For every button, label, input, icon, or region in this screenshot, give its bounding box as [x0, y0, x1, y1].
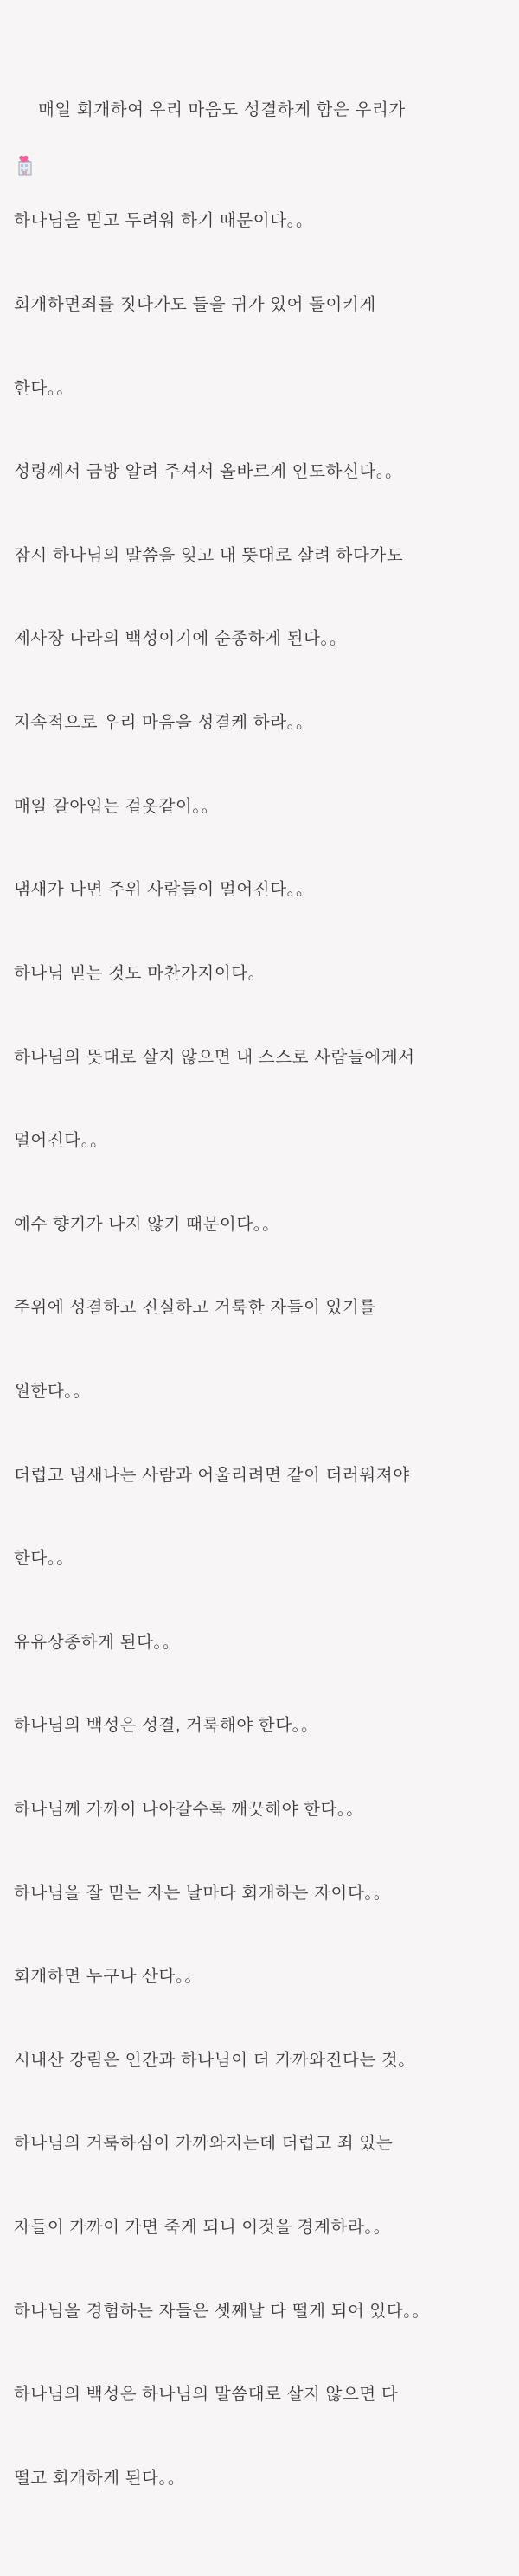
text-line: 떨고 회개하게 된다。。 — [14, 2468, 185, 2488]
text-line — [14, 96, 505, 124]
text-line: 회개하면죄를 짓다가도 들을 귀가 있어 돌이키게 — [14, 295, 376, 315]
love-hotel-icon — [14, 99, 36, 121]
text-line: 하나님께 가까이 나아갈수록 깨끗해야 한다。。 — [14, 1800, 364, 1819]
text-line: 하나님을 잘 믿는 자는 날마다 회개하는 자이다。。 — [14, 1883, 391, 1903]
note-text-body — [14, 12, 505, 2576]
text-line: 하나님의 거룩하심이 가까와지는데 더럽고 죄 있는 — [14, 2134, 394, 2154]
text-line: 냄새가 나면 주위 사람들이 멀어진다。。 — [14, 880, 314, 900]
text-line: 주위에 성결하고 진실하고 거룩한 자들이 있기를 — [14, 1298, 376, 1318]
text-line: 하나님 믿는 것도 마찬가지이다。 — [14, 963, 266, 983]
text-line: 하나님의 백성은 하나님의 말씀대로 살지 않으면 다 — [14, 2385, 399, 2405]
text-line: 한다。。 — [14, 378, 74, 398]
text-line: 성령께서 금방 알려 주셔서 올바르게 인도하신다。。 — [14, 462, 403, 482]
text-line: 회개하면 누구나 산다。。 — [14, 1967, 202, 1987]
text-line: 자들이 가까이 가면 죽게 되니 이것을 경계하라。。 — [14, 2218, 391, 2238]
text-line: 제사장 나라의 백성이기에 순종하게 된다。。 — [14, 629, 347, 649]
text-line: 한다。。 — [14, 1549, 74, 1569]
text-line-content: 매일 회개하여 우리 마음도 성결하게 함은 우리가 — [38, 100, 406, 119]
text-line: 유유상종하게 된다。。 — [14, 1632, 180, 1652]
text-line: 하나님의 백성은 성결, 거룩해야 한다。。 — [14, 1716, 319, 1736]
text-line: 잠시 하나님의 말씀을 잊고 내 뜻대로 살려 하다가도 — [14, 545, 404, 565]
text-line: 멀어진다。。 — [14, 1131, 108, 1151]
text-line: 더럽고 냄새나는 사람과 어울리려면 같이 더러워져야 — [14, 1465, 410, 1485]
text-line: 원한다。。 — [14, 1381, 91, 1401]
text-line: 시내산 강림은 인간과 하나님이 더 가까와진다는 것。 — [14, 2050, 416, 2070]
text-line: 하나님의 뜻대로 살지 않으면 내 스스로 사람들에게서 — [14, 1047, 415, 1067]
text-line: 지속적으로 우리 마음을 성결케 하라。。 — [14, 713, 314, 733]
text-line: 하나님을 믿고 두려워 하기 때문이다。。 — [14, 211, 314, 231]
text-line: 매일 갈아입는 겉옷같이。。 — [14, 796, 219, 816]
text-line: 예수 향기가 나지 않기 때문이다。。 — [14, 1214, 280, 1234]
text-line: 하나님을 경험하는 자들은 셋째날 다 떨게 되어 있다。。 — [14, 2301, 430, 2321]
